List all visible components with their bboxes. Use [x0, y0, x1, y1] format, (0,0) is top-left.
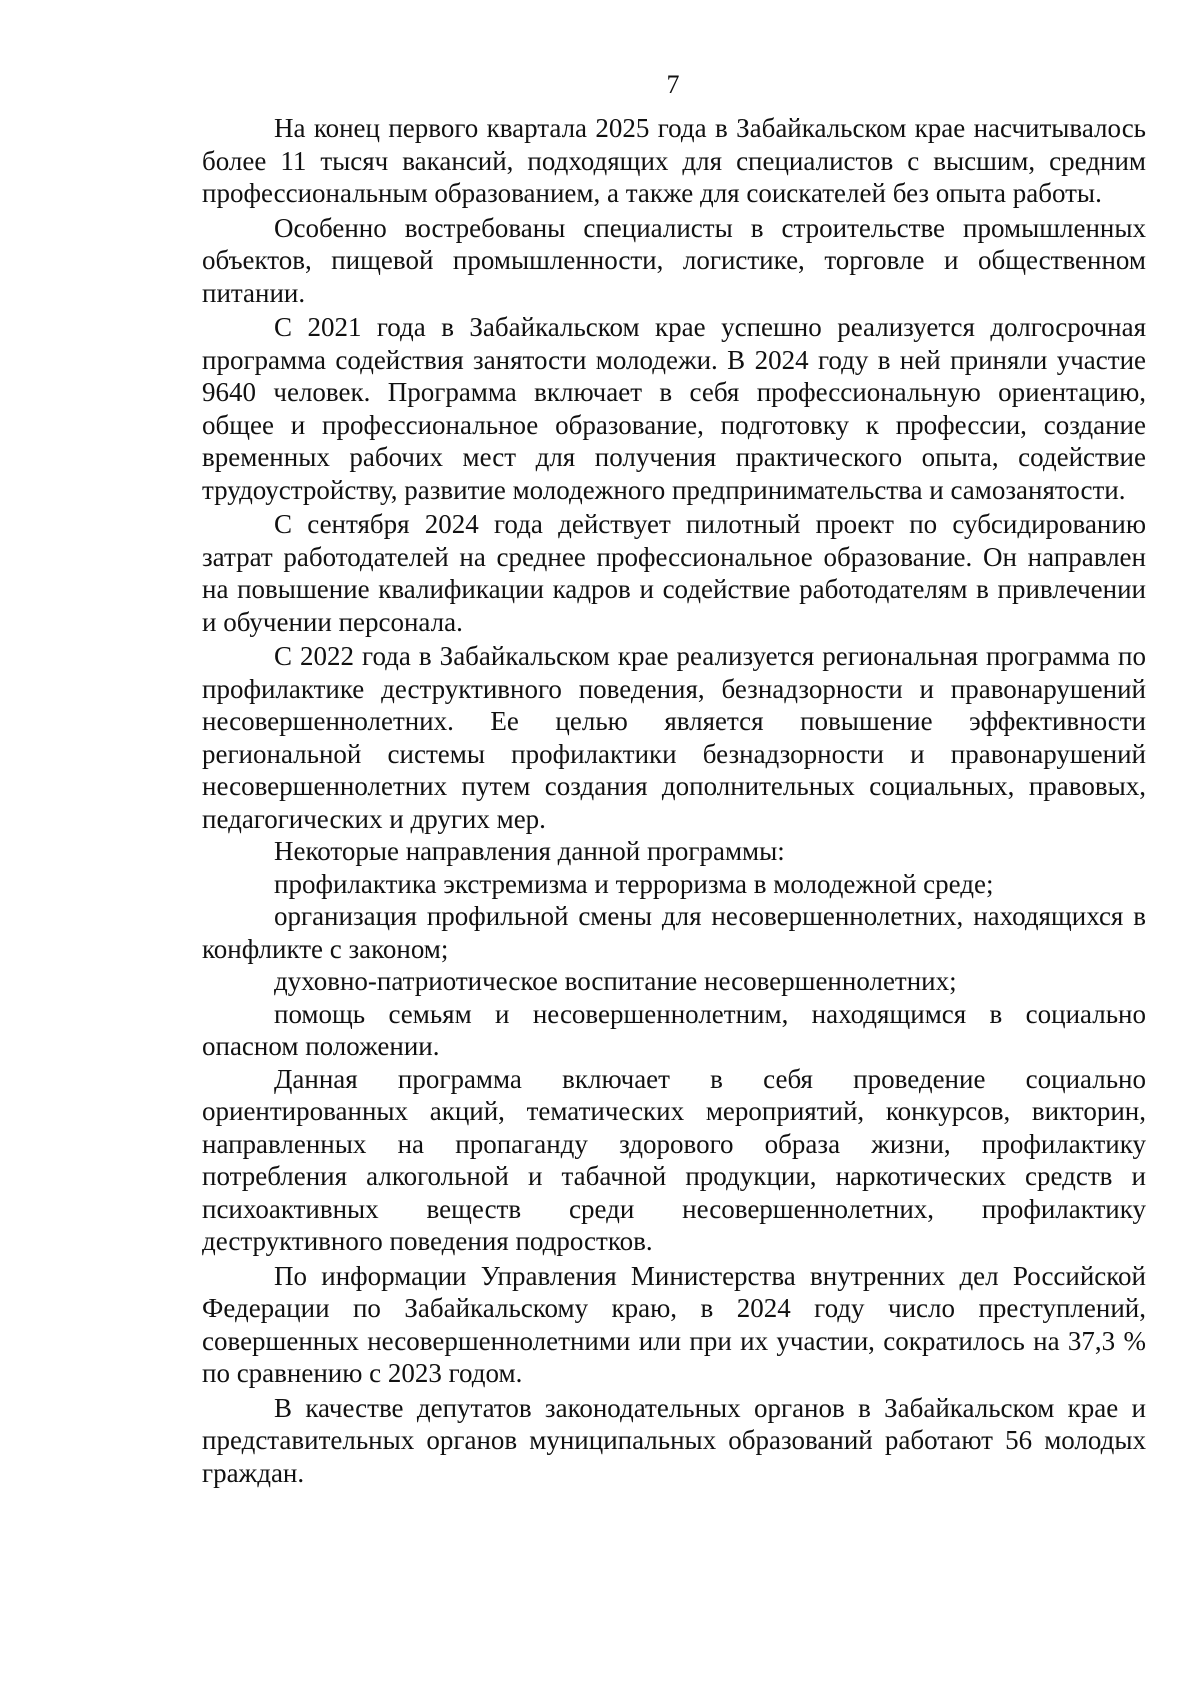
paragraph-program-directions-intro: Некоторые направления данной программы: — [274, 836, 785, 866]
paragraph-youth-employment-program: С 2021 года в Забайкальском крае успешно реализуется долгосрочная программа содействия занятости молодежи. В 2024 году в ней приняли участие 9640 человек. Программа включает в себя профессиональную ориентацию, общее и профессиональное образование, подготовку к профессии, создание временных рабочих мест для получения практического опыта, содействие трудоустройству, развитие молодежного предпринимательства и самозанятости. — [202, 312, 1146, 505]
document-body — [202, 112, 1146, 1489]
paragraph-crime-statistics: По информации Управления Министерства внутренних дел Российской Федерации по Забайкальскому краю, в 2024 году число преступлений, совершенных несовершеннолетними или при их участии, сократилось на 37,3 % по сравнению с 2023 годом. — [202, 1260, 1146, 1388]
paragraph-young-deputies: В качестве депутатов законодательных органов в Забайкальском крае и представительных органов муниципальных образований работают 56 молодых граждан. — [202, 1392, 1146, 1488]
paragraph-vacancies: На конец первого квартала 2025 года в Забайкальском крае насчитывалось более 11 тысяч вакансий, подходящих для специалистов с высшим, средним профессиональным образованием, а также для соискателей без опыта работы. — [202, 113, 1146, 208]
list-item-family-help: помощь семьям и несовершеннолетним, находящимся в социально опасном положении. — [202, 998, 1146, 1061]
paragraph-program-contents: Данная программа включает в себя проведение социально ориентированных акций, тематических мероприятий, конкурсов, викторин, направленных на пропаганду здорового образа жизни, профилактику потребления алкогольной и табачной продукции, наркотических средств и психоактивных веществ среди несовершеннолетних, профилактику деструктивного поведения подростков. — [202, 1063, 1146, 1256]
paragraph-pilot-project: С сентября 2024 года действует пилотный проект по субсидированию затрат работодателей на среднее профессиональное образование. Он направлен на повышение квалификации кадров и содействие работодателям в привлечении и обучении персонала. — [202, 509, 1146, 637]
list-item-profile-shift: организация профильной смены для несовершеннолетних, находящихся в конфликте с законом; — [202, 901, 1146, 964]
page-number: 7 — [666, 70, 680, 99]
paragraph-prevention-program: С 2022 года в Забайкальском крае реализуется региональная программа по профилактике деструктивного поведения, безнадзорности и правонарушений несовершеннолетних. Ее целью является повышение эффективности региональной системы профилактики безнадзорности и правонарушений несовершеннолетних путем создания дополнительных социальных, правовых, педагогических и других мер. — [202, 641, 1146, 834]
list-item-patriotic-education: духовно-патриотическое воспитание несовершеннолетних; — [274, 966, 957, 996]
list-item-extremism-prevention: профилактика экстремизма и терроризма в молодежной среде; — [274, 868, 994, 899]
paragraph-demanded-specialists: Особенно востребованы специалисты в строительстве промышленных объектов, пищевой промышленности, логистике, торговле и общественном питании. — [202, 212, 1146, 308]
